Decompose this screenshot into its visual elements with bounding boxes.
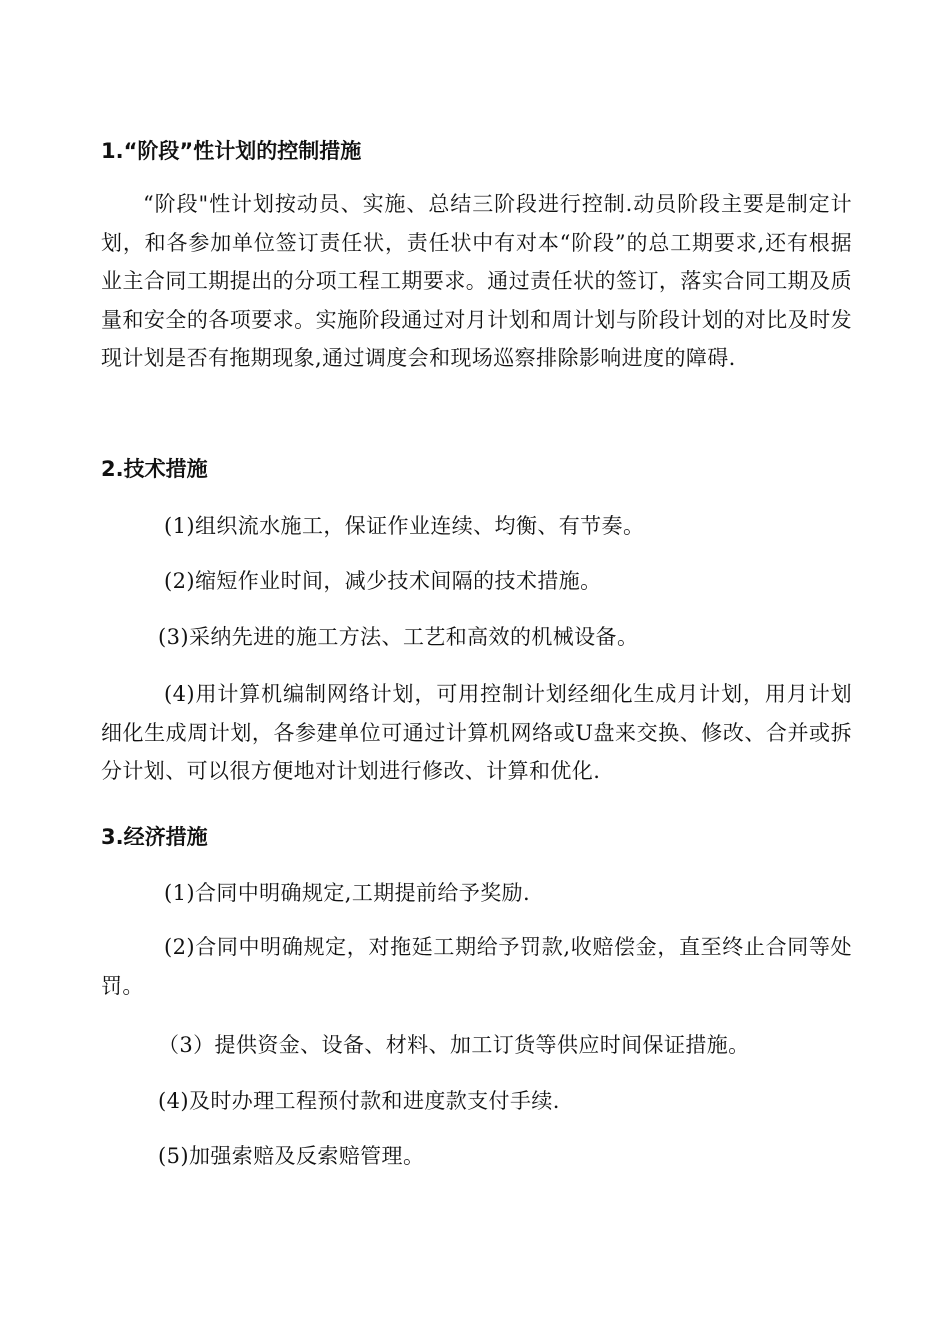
- section-heading-3: 3.经济措施: [101, 825, 208, 849]
- section-2-item-3: (3)采纳先进的施工方法、工艺和高效的机械设备。: [158, 625, 639, 649]
- section-heading-1: 1.“阶段”性计划的控制措施: [101, 139, 362, 163]
- section-3-item-4: (4)及时办理工程预付款和进度款支付手续.: [158, 1089, 560, 1113]
- section-3-item-1: (1)合同中明确规定,工期提前给予奖励.: [164, 881, 531, 905]
- section-3-item-2: (2)合同中明确规定，对拖延工期给予罚款,收赔偿金，直至终止合同等处罚。: [101, 935, 852, 998]
- section-1-paragraph: “阶段"性计划按动员、实施、总结三阶段进行控制.动员阶段主要是制定计划，和各参加单位签订责任状，责任状中有对本“阶段”的总工期要求,还有根据业主合同工期提出的分项工程工期要求。通过责任状的签订，落实合同工期及质量和安全的各项要求。实施阶段通过对月计划和周计划与阶段计划的对比及时发现计划是否有拖期现象,通过调度会和现场巡察排除影响进度的障碍.: [101, 192, 852, 370]
- section-heading-2: 2.技术措施: [101, 457, 208, 481]
- section-2-item-4: (4)用计算机编制网络计划，可用控制计划经细化生成月计划，用月计划细化生成周计划，各参建单位可通过计算机网络或U盘来交换、修改、合并或拆分计划、可以很方便地对计划进行修改、计算和优化.: [101, 682, 852, 783]
- section-3-item-3: （3）提供资金、设备、材料、加工订货等供应时间保证措施。: [158, 1033, 750, 1057]
- section-3-item-5: (5)加强索赔及反索赔管理。: [158, 1144, 425, 1168]
- section-2-item-1: (1)组织流水施工，保证作业连续、均衡、有节奏。: [164, 514, 645, 538]
- section-2-item-2: (2)缩短作业时间，减少技术间隔的技术措施。: [164, 569, 602, 593]
